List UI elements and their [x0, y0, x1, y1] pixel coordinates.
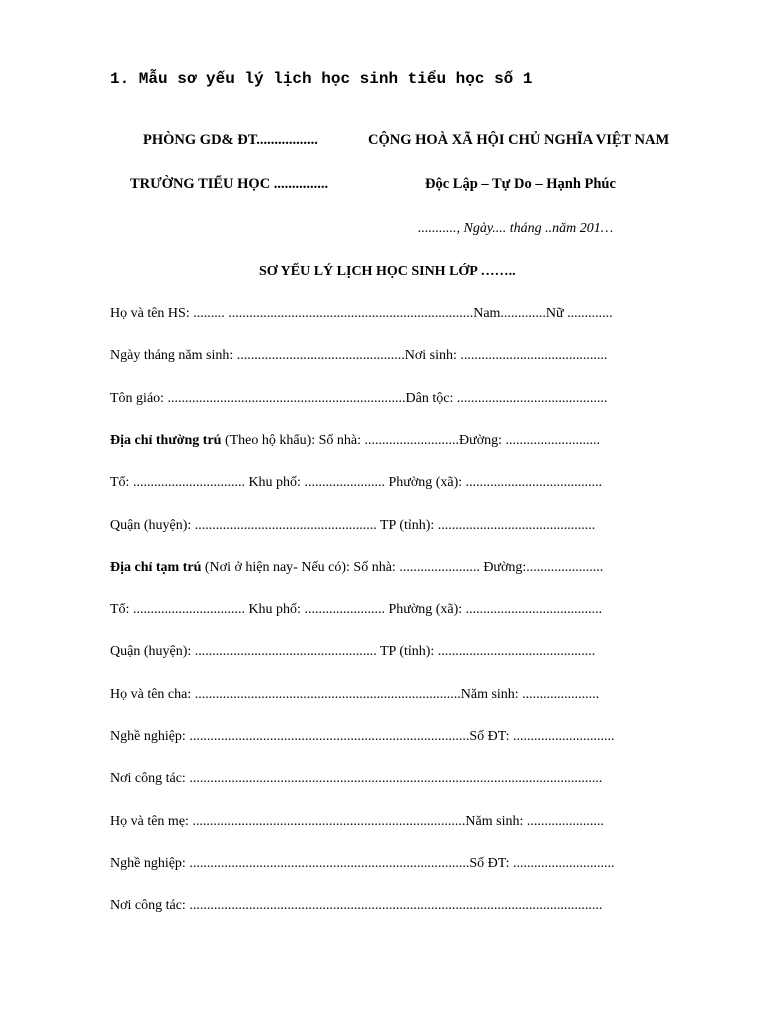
form-row-text: Nơi công tác: ......................................................................................................................	[110, 771, 603, 787]
form-row-text: Tổ: ................................ Khu phố: ....................... Phường (xã): .......................................	[110, 475, 603, 491]
form-row-text: Nơi công tác: ......................................................................................................................	[110, 898, 603, 914]
form-row	[110, 306, 613, 322]
form-row	[110, 348, 607, 364]
form-row	[110, 602, 602, 618]
form-row	[110, 687, 599, 703]
form-row-text: Tổ: ................................ Khu phố: ....................... Phường (xã): .......................................	[110, 602, 603, 618]
department-label: PHÒNG GD& ĐT.................	[143, 132, 318, 148]
form-row	[110, 814, 604, 830]
form-row-text: Ngày tháng năm sinh: ................................................Nơi sinh: ..........................................	[110, 348, 608, 364]
form-title: SƠ YẾU LÝ LỊCH HỌC SINH LỚP ……..	[259, 264, 516, 279]
national-motto: Độc Lập – Tự Do – Hạnh Phúc	[425, 176, 616, 192]
form-row-text: Họ và tên mẹ: ..............................................................................Năm sinh: ......................	[110, 813, 604, 829]
document-heading: 1. Mẫu sơ yếu lý lịch học sinh tiểu học số 1	[110, 70, 533, 88]
form-row-label: Địa chỉ thường trú	[110, 432, 222, 448]
form-row-text: Quận (huyện): .................................................... TP (tỉnh): .............................................	[110, 517, 596, 533]
form-row	[110, 729, 614, 745]
form-row-text: Họ và tên cha: ............................................................................Năm sinh: ......................	[110, 686, 600, 702]
school-label: TRƯỜNG TIỂU HỌC ...............	[130, 176, 329, 192]
form-row	[110, 898, 602, 914]
form-row	[110, 560, 603, 576]
form-row-label: Địa chỉ tạm trú	[110, 559, 202, 575]
date-line: ..........., Ngày.... tháng ..năm 201…	[418, 221, 614, 236]
form-row	[110, 644, 595, 660]
form-row-text: Họ và tên HS: ......... ......................................................................Nam.............Nữ .............	[110, 306, 613, 321]
form-row	[110, 433, 600, 449]
form-row-text: (Theo hộ khẩu): Số nhà: ...........................Đường: ...........................	[221, 432, 601, 448]
form-row-text: Quận (huyện): .................................................... TP (tỉnh): .............................................	[110, 644, 596, 660]
form-row-text: Nghề nghiệp: ................................................................................Số ĐT: .............................	[110, 729, 615, 744]
national-title: CỘNG HOÀ XÃ HỘI CHỦ NGHĨA VIỆT NAM	[368, 132, 670, 148]
form-row	[110, 771, 602, 787]
form-row	[110, 475, 602, 491]
form-row	[110, 391, 607, 407]
form-row	[110, 856, 614, 872]
form-row-text: Tôn giáo: ....................................................................Dân tộc: ...........................................	[110, 390, 608, 406]
form-row-text: Nghề nghiệp: ................................................................................Số ĐT: .............................	[110, 855, 615, 871]
form-row-text: (Nơi ở hiện nay- Nếu có): Số nhà: ....................... Đường:......................	[201, 559, 604, 575]
form-row	[110, 518, 595, 534]
